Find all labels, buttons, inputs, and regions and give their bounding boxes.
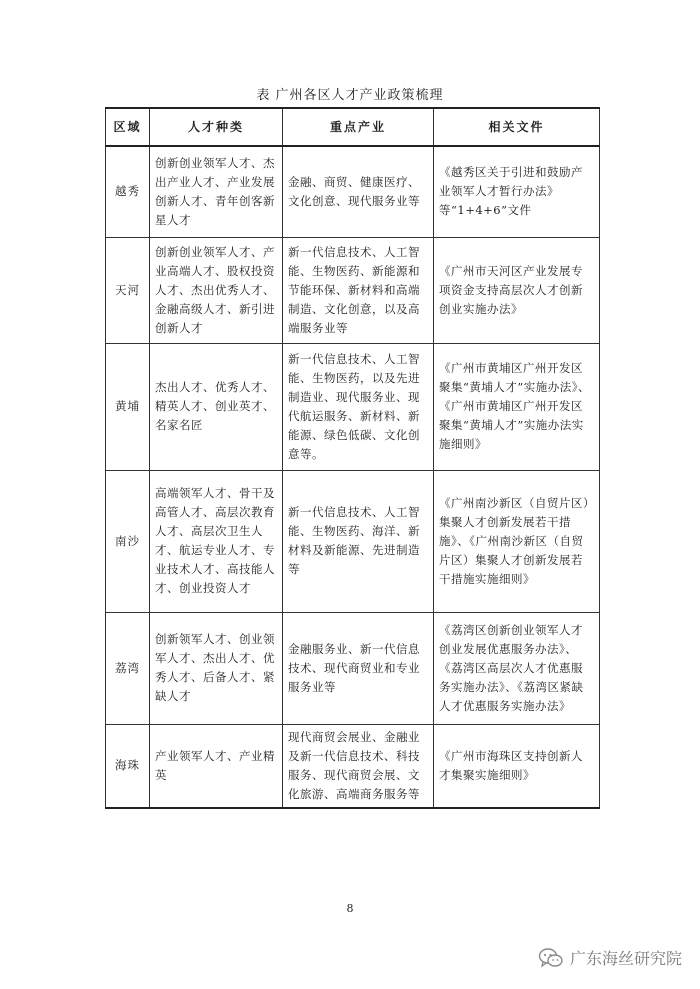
documents-cell: 《广州市黄埔区广州开发区聚集“黄埔人才”实施办法》、《广州市黄埔区广州开发区聚集“黄埔人才”实施办法实施细则》 [434, 343, 600, 470]
table-caption: 表 广州各区人才产业政策梳理 [256, 88, 444, 103]
table-header-row [106, 108, 600, 146]
talent-cell: 创新领军人才、创业领军人才、杰出人才、优秀人才、后备人才、紧缺人才 [150, 612, 283, 724]
header-related-documents: 相关文件 [434, 108, 600, 146]
talent-cell: 杰出人才、优秀人才、精英人才、创业英才、名家名匠 [150, 343, 283, 470]
talent-cell: 高端领军人才、骨干及高管人才、高层次教育人才、高层次卫生人才、航运专业人才、专业技术人才、高技能人才、创业投资人才 [150, 470, 283, 612]
table-row [106, 237, 600, 343]
table-row [106, 146, 600, 237]
documents-cell: 《广州南沙新区（自贸片区）集聚人才创新发展若干措施》、《广州南沙新区（自贸片区）集聚人才创新发展若干措施实施细则》 [434, 470, 600, 612]
industry-cell: 新一代信息技术、人工智能、生物医药，以及先进制造业、现代服务业、现代航运服务、新材料、新能源、绿色低碳、文化创意等。 [283, 343, 434, 470]
documents-cell: 《广州市天河区产业发展专项资金支持高层次人才创新创业实施办法》 [434, 237, 600, 343]
talent-cell: 创新创业领军人才、产业高端人才、股权投资人才、杰出优秀人才、金融高级人才、新引进创新人才 [150, 237, 283, 343]
documents-cell: 《广州市海珠区支持创新人才集聚实施细则》 [434, 724, 600, 808]
district-cell: 海珠 [106, 724, 150, 808]
header-district: 区域 [106, 108, 150, 146]
page-number: 8 [346, 902, 354, 915]
watermark [538, 946, 682, 969]
district-cell: 越秀 [106, 146, 150, 237]
documents-cell: 《荔湾区创新创业领军人才创业发展优惠服务办法》、《荔湾区高层次人才优惠服务实施办法》、《荔湾区紧缺人才优惠服务实施办法》 [434, 612, 600, 724]
table-row [106, 470, 600, 612]
documents-cell: 《越秀区关于引进和鼓励产业领军人才暂行办法》等“1+4+6”文件 [434, 146, 600, 237]
header-talent-type: 人才种类 [150, 108, 283, 146]
district-cell: 黄埔 [106, 343, 150, 470]
industry-cell: 金融、商贸、健康医疗、文化创意、现代服务业等 [283, 146, 434, 237]
district-cell: 荔湾 [106, 612, 150, 724]
industry-cell: 金融服务业、新一代信息技术、现代商贸业和专业服务业等 [283, 612, 434, 724]
table-row [106, 724, 600, 808]
district-cell: 南沙 [106, 470, 150, 612]
industry-cell: 新一代信息技术、人工智能、生物医药、新能源和节能环保、新材料和高端制造、文化创意，以及高端服务业等 [283, 237, 434, 343]
watermark-text: 广东海丝研究院 [569, 949, 682, 968]
table-row [106, 612, 600, 724]
district-cell: 天河 [106, 237, 150, 343]
industry-cell: 新一代信息技术、人工智能、生物医药、海洋、新材料及新能源、先进制造等 [283, 470, 434, 612]
talent-cell: 创新创业领军人才、杰出产业人才、产业发展创新人才、青年创客新星人才 [150, 146, 283, 237]
industry-cell: 现代商贸会展业、金融业及新一代信息技术、科技服务、现代商贸会展、文化旅游、高端商务服务等 [283, 724, 434, 808]
table-row [106, 343, 600, 470]
policy-table [105, 107, 600, 809]
wechat-icon [538, 947, 564, 969]
header-key-industry: 重点产业 [283, 108, 434, 146]
talent-cell: 产业领军人才、产业精英 [150, 724, 283, 808]
